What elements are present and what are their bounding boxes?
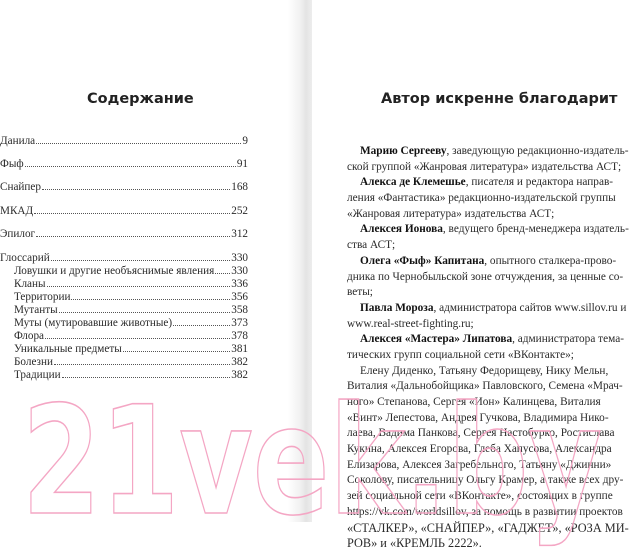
toc-subentry-label: Мутанты [14,304,58,316]
toc-entry-page: 312 [231,228,248,240]
person-name: Марию Сергееву [360,145,447,157]
toc-entry [0,227,248,241]
toc-subentry [14,342,248,356]
line-text: ской группой «Жанровая литература» издательства АСТ; [347,160,622,173]
line-text: веты; [347,286,373,299]
line-text: Елизарова, Алексея Загребельного, Татьяну «Джинни» [347,458,612,471]
text-line [347,160,622,176]
text-line [347,238,598,254]
line-text: , опытного сталкера-прово- [484,254,617,267]
person-name: Павла Мороза [360,301,434,314]
line-text: «СТАЛКЕР», «СНАЙПЕР», «ГАДЖЕТ», «РОЗА МИ- [347,520,629,535]
line-text: https://vk.com/worldsillov, за помощь в развитии проектов [347,505,623,518]
toc-entry-page: 330 [231,252,248,264]
line-text: Виталия «Дальнобойщика» Павловского, Семена «Мрач- [347,380,623,393]
text-line [347,222,629,238]
dot-leader [45,338,230,339]
line-text: тических групп социальной сети «ВКонтакте»; [347,348,574,361]
line-text: «Жанровая литература» издательства АСТ; [347,207,555,220]
dot-leader [123,351,230,352]
dot-leader [36,143,241,144]
dot-leader [215,273,230,274]
watermark-text: 21vek.by [22,375,602,549]
dot-leader [36,236,230,237]
text-line [347,144,629,160]
acknowledgements-title: Автор искренне благодарит [381,91,618,107]
toc-subentry [14,277,248,291]
toc-entry [0,180,248,194]
line-text: ления «Фантастика» редакционно-издательской группы [347,192,616,205]
line-text: ного» Степанова, Сергея «Ион» Калинцева, Виталия [347,396,601,408]
dot-leader [25,166,236,167]
line-text: Елену Диденко, Татьяну Федорищеву, Нику Мельн, [360,364,609,377]
text-line [347,395,601,411]
toc-subentry-page: 356 [231,291,248,303]
text-line [347,458,612,474]
person-name: Олега «Фыф» Капитана [360,254,485,267]
dot-leader [54,364,230,365]
line-text: , администратора тема- [512,333,624,346]
toc-subentry-page: 358 [231,304,248,316]
toc-subentry-label: Традиции [14,369,61,381]
toc-subentry-label: Муты (мутировавшие животные) [14,317,173,329]
toc-entry [0,157,248,171]
toc-subentry-page: 330 [231,265,248,277]
dot-leader [47,286,231,287]
text-line [347,175,614,191]
text-line [347,301,627,317]
toc-entry-label: Фыф [0,158,24,170]
toc-subentry-label: Ловушки и другие необъяснимые явления [14,265,215,277]
toc-entry-label: Глоссарий [0,252,50,264]
text-line [347,411,609,427]
line-text: , ведущего бренд-менеджера издатель- [442,223,629,236]
toc-entry-label: Эпилог [0,228,36,240]
toc-subentry-page: 382 [231,356,248,368]
line-text: лаева, Вадима Панкова, Сергея Настобурко, Ростислава [347,427,615,440]
toc-entry [0,204,248,218]
line-text: дника по Чернобыльской зоне отчуждения, за ценные со- [347,270,624,283]
person-name: Алексея Ионова [360,223,443,236]
toc-entry-page: 252 [231,205,248,217]
text-line [347,270,624,286]
dot-leader [34,213,230,214]
toc-entry-page: 168 [231,181,248,193]
line-text: , писателя и редактора направ- [465,176,614,189]
toc-entry-page: 91 [236,158,248,170]
left-page [0,0,300,522]
toc-entry-label: МКАД [0,205,34,217]
text-line [347,348,598,364]
text-line [347,191,616,207]
line-text: «Винт» Лепестова, Андрея Гучкова, Владимира Нико- [347,411,609,424]
toc-subentry-label: Болезни [14,356,53,368]
text-line [347,442,612,458]
toc-subentry-label: Уникальные предметы [14,343,122,355]
line-text: ства АСТ; [347,239,396,252]
line-text: Соколову, писательницу Ольгу Крамер, а также всех дру- [347,474,624,487]
toc-subentry-page: 382 [231,369,248,381]
text-line [347,207,598,223]
toc-entry [0,251,248,265]
person-name: Алекса де Клемешье [360,176,466,189]
text-line [347,317,598,333]
text-line [347,364,609,380]
line-text: зей социальной сети «ВКонтакте», состоящих в группе [347,490,613,503]
toc-subentry-label: Флора [14,330,45,342]
text-line [347,426,615,442]
line-text: , заведующую редакционно-издатель- [446,145,629,157]
toc-subentry-label: Территории [14,291,71,303]
toc-subentry [14,303,248,317]
toc-entry-label: Данила [0,135,36,147]
text-line [347,332,624,348]
text-line [347,505,623,521]
toc-subentry-page: 378 [231,330,248,342]
dot-leader [51,260,231,261]
toc-subentry-page: 336 [231,278,248,290]
dot-leader [173,325,230,326]
line-text: www.real-street-fighting.ru; [347,317,474,330]
text-line [347,379,623,395]
line-text: РОВ» и «КРЕМЛЬ 2222». [347,536,482,551]
toc-entry [0,134,248,148]
toc-subentry [14,368,248,382]
toc-subentry [14,355,248,369]
dot-leader [71,299,230,300]
toc-entry-page: 9 [242,135,248,147]
toc-subentry [14,290,248,304]
dot-leader [62,377,231,378]
toc-entry-label: Снайпер [0,181,41,193]
person-name: Алексея «Мастера» Липатова [360,333,513,346]
dot-leader [59,312,231,313]
text-line [347,285,598,301]
text-line [347,254,617,270]
dot-leader [42,189,230,190]
line-text: Кукина, Алексея Егорова, Глеба Хапусова, Александра [347,443,612,456]
toc-subentry [14,329,248,343]
text-line [347,536,598,552]
toc-subentry-page: 373 [231,317,248,329]
toc-subentry [14,264,248,278]
toc-subentry-page: 381 [231,343,248,355]
toc-title: Содержание [87,91,194,107]
toc-subentry [14,316,248,330]
line-text: , администратора сайтов www.sillov.ru и [433,301,627,314]
acknowledgements-text [347,144,629,552]
text-line [347,520,629,537]
text-line [347,473,624,489]
toc-subentry-label: Кланы [14,278,46,290]
text-line [347,489,613,505]
